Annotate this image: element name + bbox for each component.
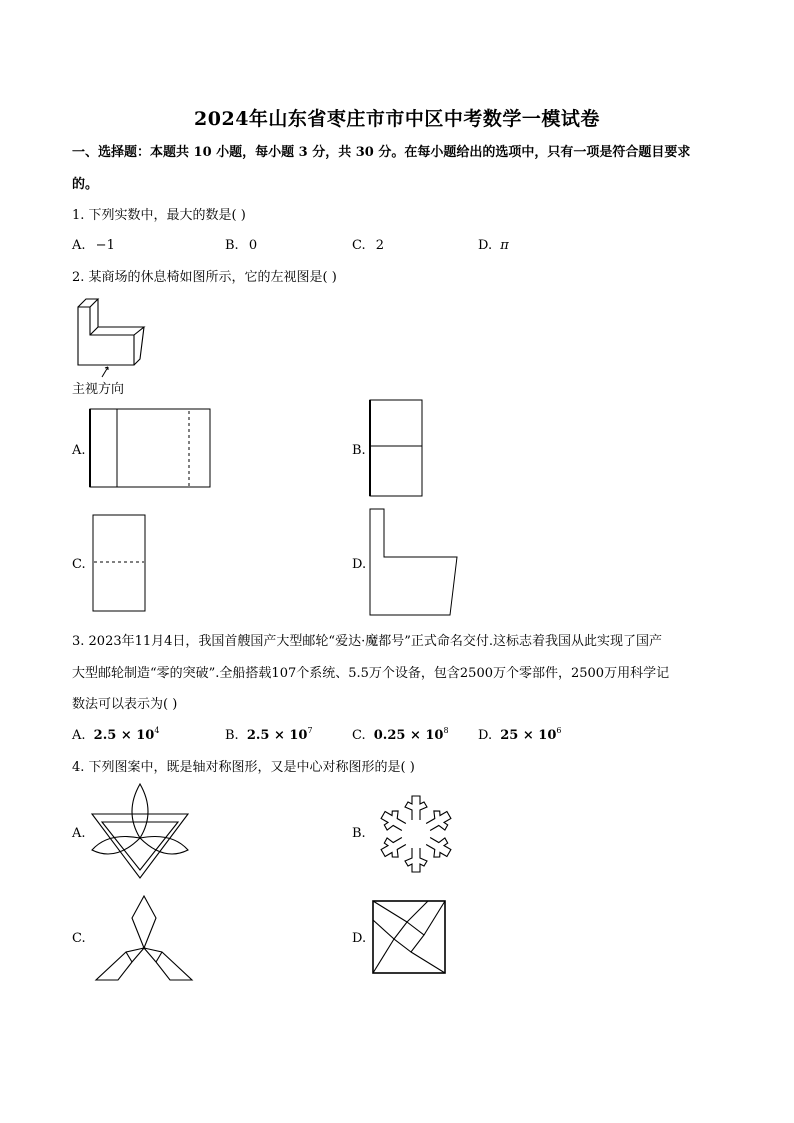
q2-option-d-figure — [368, 507, 460, 619]
q3-option-b — [225, 728, 313, 743]
q2-option-a-label: A. — [72, 443, 86, 458]
q3-option-c — [352, 728, 449, 743]
option-exponent: 8 — [443, 726, 449, 735]
option-label: B. — [225, 728, 239, 743]
q1-option-b — [225, 238, 257, 253]
q2-chair-figure — [72, 295, 152, 380]
option-label: C. — [352, 728, 366, 743]
q4-stem: 4. 下列图案中，既是轴对称图形，又是中心对称图形的是( ) — [72, 760, 415, 775]
q3-option-a — [72, 728, 159, 743]
q4-option-b-label: B. — [352, 826, 366, 841]
q1-stem: 1. 下列实数中，最大的数是( ) — [72, 208, 246, 223]
section-header-line2: 的。 — [72, 177, 99, 192]
q3-stem-line2: 大型邮轮制造“零的突破”.全船搭载107个系统、5.5万个设备，包含2500万个零部件，2500万用科学记 — [72, 666, 670, 681]
q1-option-d — [478, 238, 509, 253]
option-label: D. — [478, 728, 493, 743]
q3-option-d — [478, 728, 561, 743]
q2-figure-caption: 主视方向 — [72, 382, 125, 397]
option-label: A. — [72, 238, 86, 253]
q4-option-a-label: A. — [72, 826, 86, 841]
q4-option-c-label: C. — [72, 931, 86, 946]
option-exponent: 6 — [556, 726, 562, 735]
section-header-line1: 一、选择题：本题共 10 小题，每小题 3 分，共 30 分。在每小题给出的选项中，只有一项是符合题目要求 — [72, 145, 691, 160]
option-text: π — [500, 238, 509, 253]
option-text: −1 — [95, 238, 115, 253]
option-base: 2.5 × 10 — [93, 728, 155, 743]
q4-option-d-label: D. — [352, 931, 367, 946]
q2-option-c-figure — [91, 513, 147, 613]
q1-option-a — [72, 238, 115, 253]
option-text: 2 — [375, 238, 385, 253]
page-title: 2024年山东省枣庄市市中区中考数学一模试卷 — [194, 108, 600, 130]
option-exponent: 4 — [154, 726, 160, 735]
q2-option-b-figure — [368, 398, 424, 498]
q2-option-b-label: B. — [352, 443, 366, 458]
option-label: B. — [225, 238, 239, 253]
q2-option-c-label: C. — [72, 557, 86, 572]
option-base: 2.5 × 10 — [246, 728, 308, 743]
q4-option-c-figure — [92, 892, 196, 984]
q2-option-a-figure — [88, 407, 212, 489]
q3-stem-line3: 数法可以表示为( ) — [72, 697, 178, 712]
option-exponent: 7 — [307, 726, 313, 735]
q4-option-d-figure — [372, 900, 446, 974]
q2-stem: 2. 某商场的休息椅如图所示，它的左视图是( ) — [72, 270, 337, 285]
q2-option-d-label: D. — [352, 557, 367, 572]
option-base: 25 × 10 — [500, 728, 557, 743]
option-text: 0 — [248, 238, 258, 253]
option-label: C. — [352, 238, 366, 253]
q1-option-c — [352, 238, 384, 253]
option-label: D. — [478, 238, 493, 253]
q4-option-b-figure — [368, 786, 464, 882]
q3-stem-line1: 3. 2023年11月4日，我国首艘国产大型邮轮“爱达·魔都号”正式命名交付.这标志着我国从此实现了国产 — [72, 634, 662, 649]
option-label: A. — [72, 728, 86, 743]
option-base: 0.25 × 10 — [373, 728, 444, 743]
q4-option-a-figure — [88, 782, 192, 882]
